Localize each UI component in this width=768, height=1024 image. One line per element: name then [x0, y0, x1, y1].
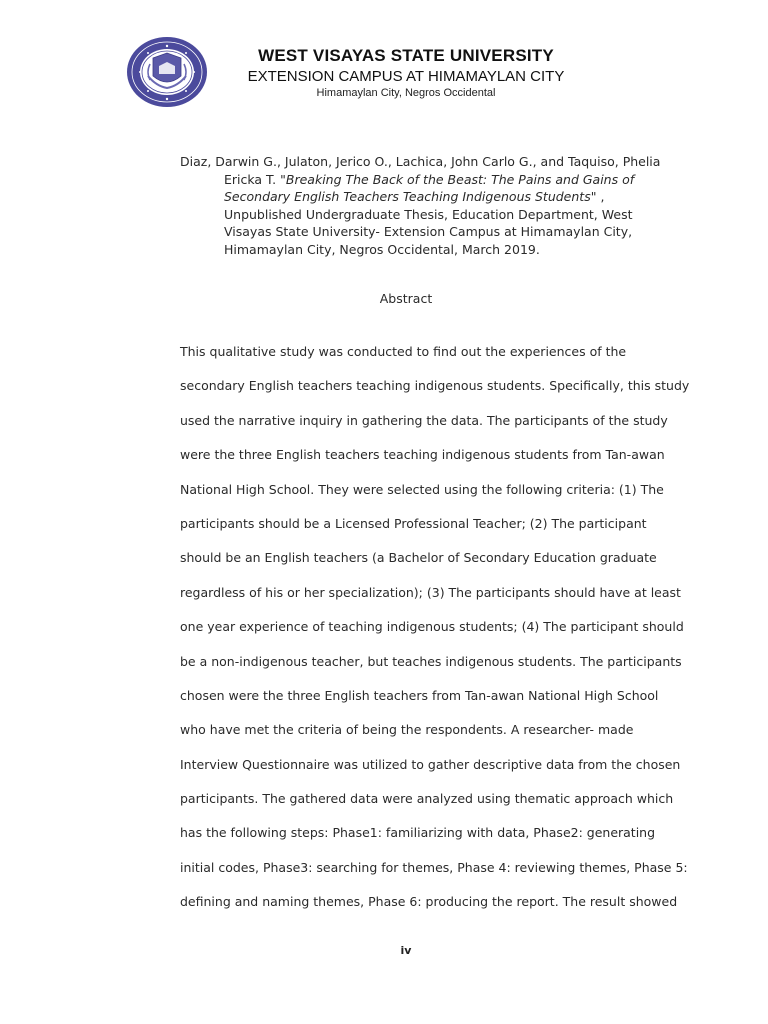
abstract-line: secondary English teachers teaching indigenous students. Specifically, this study — [180, 378, 690, 394]
citation-authors-cont: Ericka T. — [224, 171, 281, 187]
abstract-line: participants should be a Licensed Professional Teacher; (2) The participant — [180, 515, 647, 531]
abstract-line: regardless of his or her specialization); (3) The participants should have at least — [180, 584, 681, 600]
university-seal-icon — [126, 36, 208, 108]
abstract-line: were the three English teachers teaching indigenous students from Tan-awan — [180, 447, 665, 463]
abstract-line: has the following steps: Phase1: familiarizing with data, Phase2: generating — [180, 825, 656, 841]
thesis-citation — [180, 153, 668, 258]
abstract-line: should be an English teachers (a Bachelor of Secondary Education graduate — [180, 550, 657, 566]
page-number: iv — [400, 944, 412, 957]
citation-details: , Unpublished Undergraduate Thesis, Education Department, West Visayas State University- Extension Campus at Himamaylan City, Himamaylan City, Negros Occidental, March 2019. — [224, 189, 633, 257]
abstract-line: chosen were the three English teachers from Tan-awan National High School — [180, 687, 659, 703]
campus-name: EXTENSION CAMPUS AT HIMAMAYLAN CITY — [247, 68, 565, 85]
abstract-line: be a non-indigenous teacher, but teaches indigenous students. The participants — [180, 653, 682, 669]
citation-authors: Diaz, Darwin G., Julaton, Jerico O., Lachica, John Carlo G., and Taquiso, Phelia — [180, 154, 661, 169]
citation-title: "Breaking The Back of the Beast: The Pains and Gains of Secondary English Teachers Teaching Indigenous Students" — [224, 171, 635, 204]
abstract-line: used the narrative inquiry in gathering the data. The participants of the study — [180, 412, 668, 428]
abstract-line: This qualitative study was conducted to find out the experiences of the — [180, 344, 627, 359]
abstract-body — [180, 341, 690, 926]
abstract-line: defining and naming themes, Phase 6: producing the report. The result showed — [180, 894, 678, 910]
university-name: WEST VISAYAS STATE UNIVERSITY — [258, 46, 554, 65]
campus-address: Himamaylan City, Negros Occidental — [316, 87, 496, 99]
citation-continuation — [180, 171, 668, 259]
abstract-heading: Abstract — [379, 291, 433, 306]
abstract-line: participants. The gathered data were analyzed using thematic approach which — [180, 791, 674, 807]
abstract-line: who have met the criteria of being the respondents. A researcher- made — [180, 722, 634, 738]
abstract-line: National High School. They were selected using the following criteria: (1) The — [180, 481, 664, 497]
abstract-line: one year experience of teaching indigenous students; (4) The participant should — [180, 619, 684, 635]
abstract-line: Interview Questionnaire was utilized to gather descriptive data from the chosen — [180, 756, 681, 772]
abstract-line: initial codes, Phase3: searching for themes, Phase 4: reviewing themes, Phase 5: — [180, 859, 688, 875]
